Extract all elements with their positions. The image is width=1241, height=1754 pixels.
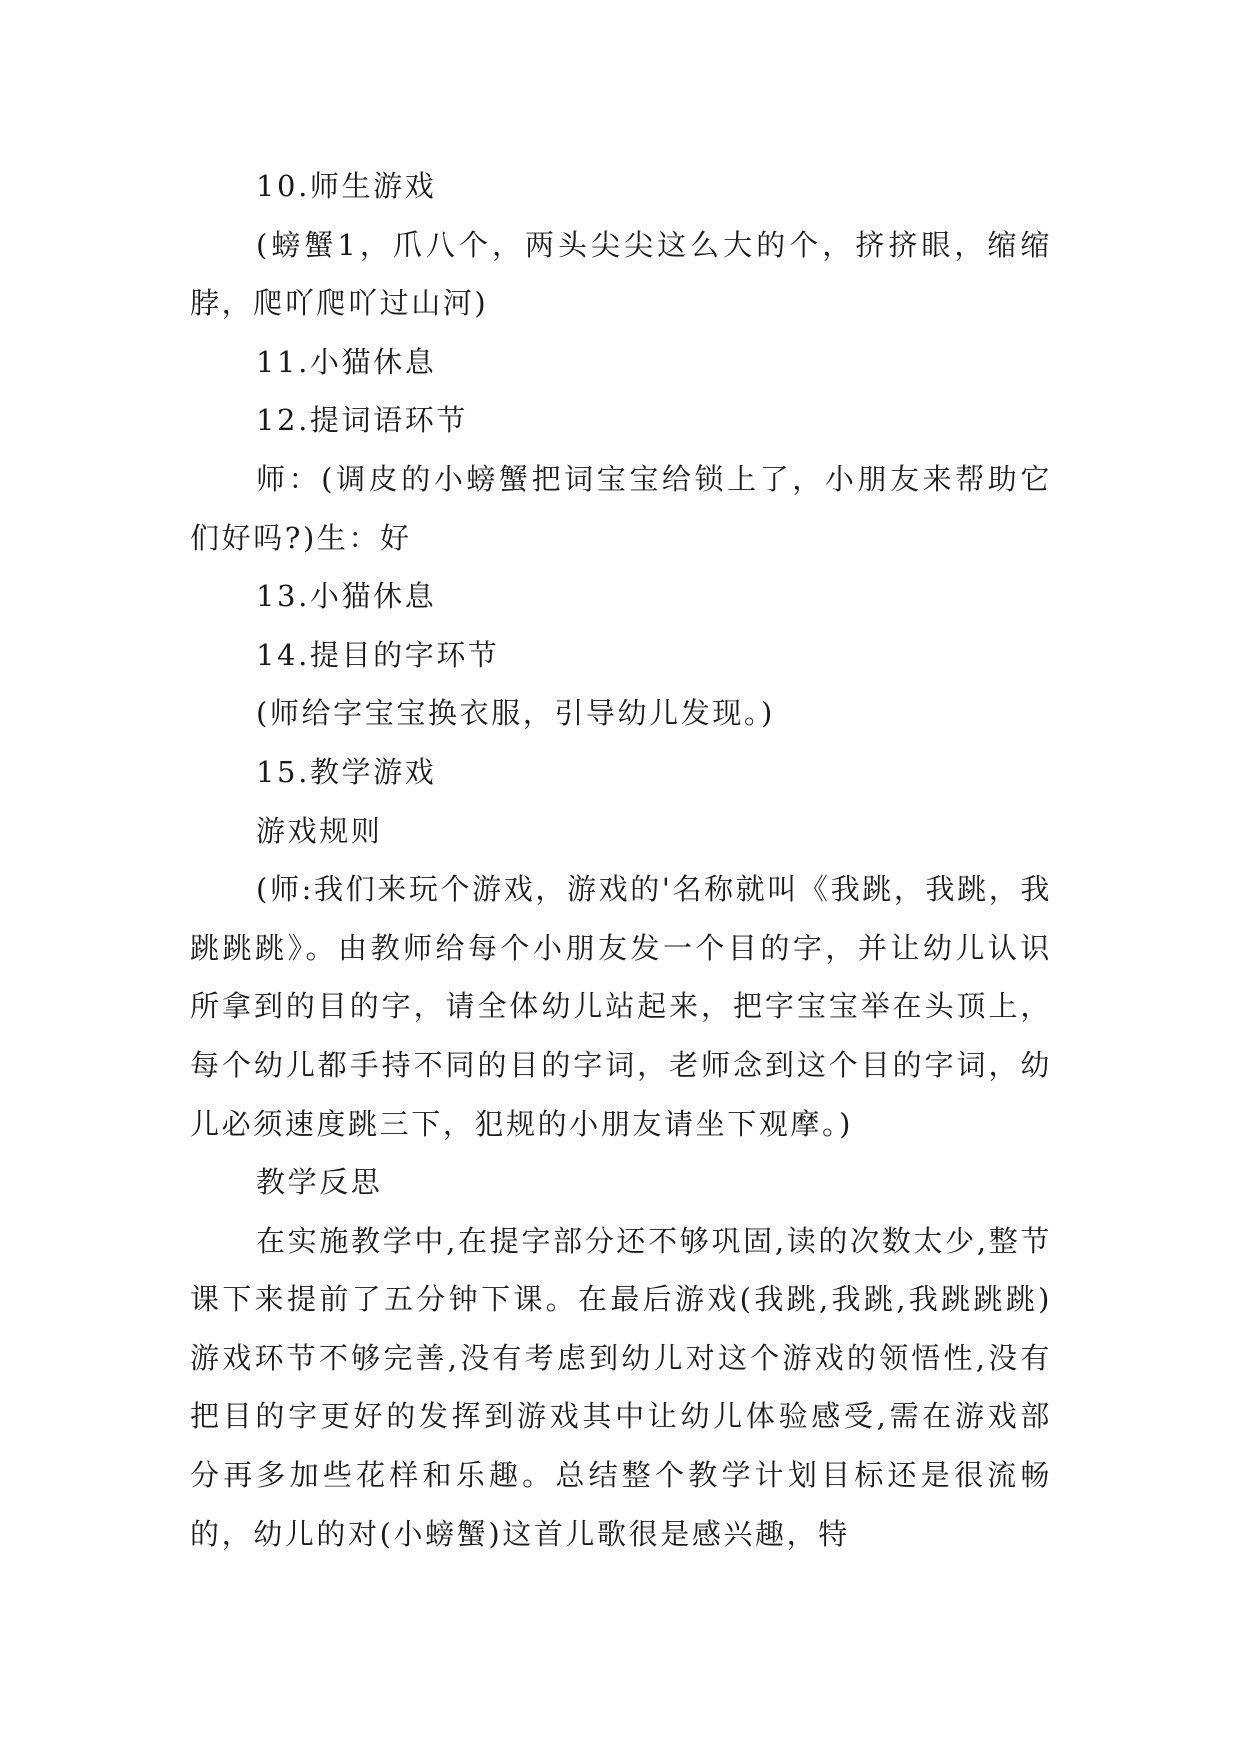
document-body [190,157,1052,1563]
heading-13-kitten-rest: 13.小猫休息 [256,579,437,614]
heading-teaching-reflection: 教学反思 [256,1165,383,1200]
heading-12-word-section: 12.提词语环节 [256,403,468,438]
heading-game-rules: 游戏规则 [256,813,383,848]
heading-10-teacher-student-game: 10.师生游戏 [256,169,437,203]
game-rules-paragraph: (师:我们来玩个游戏，游戏的'名称就叫《我跳，我跳，我跳跳跳》。由教师给每个小朋友发一个目的字，并让幼儿认识所拿到的目的字，请全体幼儿站起来，把字宝宝举在头顶上，每个幼儿都手持不同的目的字词，老师念到这个目的字词，幼儿必须速度跳三下，犯规的小朋友请坐下观摩。) [190,872,1052,1141]
heading-14-target-character-section: 14.提目的字环节 [256,637,500,672]
heading-15-teaching-game: 15.教学游戏 [256,754,437,789]
character-clothes-paragraph: (师给字宝宝换衣服，引导幼儿发现。) [256,696,775,731]
reflection-paragraph: 在实施教学中,在提字部分还不够巩固,读的次数太少,整节课下来提前了五分钟下课。在最后游戏(我跳,我跳,我跳跳跳)游戏环节不够完善,没有考虑到幼儿对这个游戏的领悟性,没有把目的字更好的发挥到游戏其中让幼儿体验感受,需在游戏部分再多加些花样和乐趣。总结整个教学计划目标还是很流畅的，幼儿的对(小螃蟹)这首儿歌很是感兴趣，特 [190,1223,1052,1551]
crab-rhyme-paragraph: (螃蟹1，爪八个，两头尖尖这么大的个，挤挤眼，缩缩脖，爬吖爬吖过山河) [190,227,1052,321]
heading-11-kitten-rest: 11.小猫休息 [256,344,437,379]
teacher-dialogue-paragraph: 师：(调皮的小螃蟹把词宝宝给锁上了，小朋友来帮助它们好吗?)生：好 [190,461,1052,555]
